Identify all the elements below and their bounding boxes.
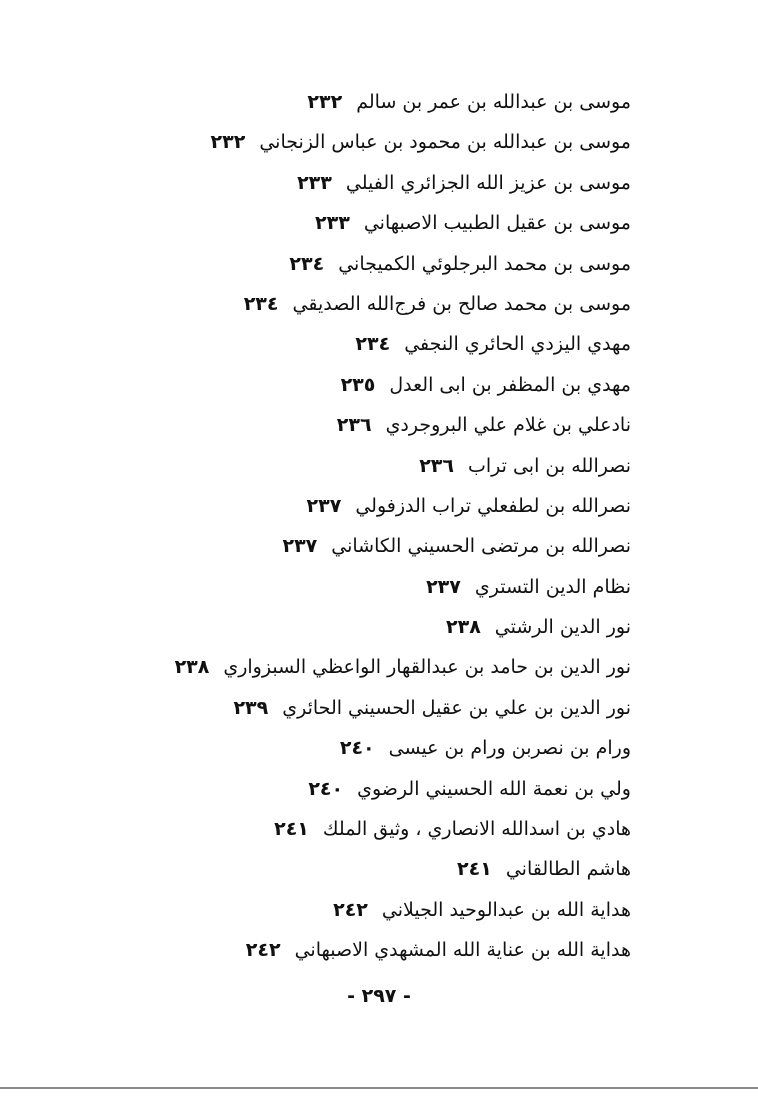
page-number: - ٢٩٧ - — [347, 985, 411, 1007]
index-entry — [111, 769, 631, 809]
entry-name: نور الدين بن علي بن عقيل الحسيني الحائري — [282, 696, 631, 719]
entry-page-number: ٢٣٨ — [446, 616, 481, 639]
index-entry — [111, 446, 631, 486]
entry-name: مهدي اليزدي الحائري النجفي — [404, 333, 631, 356]
bottom-rule — [0, 1087, 758, 1089]
index-entry — [111, 688, 631, 728]
entry-name: موسى بن عقيل الطبيب الاصبهاني — [363, 212, 631, 235]
entry-name: ورام بن نصربن ورام بن عيسى — [388, 737, 631, 760]
entry-page-number: ٢٣٥ — [340, 373, 376, 396]
entry-page-number: ٢٤٠ — [308, 777, 344, 800]
entry-name: مهدي بن المظفر بن ابى العدل — [389, 373, 631, 396]
entry-page-number: ٢٣٤ — [355, 333, 391, 356]
index-entry — [111, 890, 631, 930]
entry-name: نور الدين بن حامد بن عبدالقهار الواعظي السبزواري — [223, 656, 631, 679]
entry-name: هداية الله بن عناية الله المشهدي الاصبهاني — [294, 939, 631, 962]
entry-name: هاشم الطالقاني — [505, 858, 631, 881]
index-entry — [111, 365, 631, 405]
entry-page-number: ٢٣٦ — [336, 414, 372, 437]
entry-name: موسى بن محمد البرجلوئي الكميجاني — [338, 252, 631, 275]
entry-name: نور الدين الرشتي — [494, 616, 631, 639]
entry-name: هادي بن اسدالله الانصاري ، وثيق الملك — [322, 818, 631, 841]
entry-page-number: ٢٣٧ — [282, 535, 318, 558]
entry-name: موسى بن عبدالله بن عمر بن سالم — [356, 91, 631, 113]
index-entry — [111, 607, 631, 647]
entry-page-number: ٢٣٩ — [233, 696, 269, 719]
entry-page-number: ٢٣٢ — [210, 131, 246, 154]
entry-page-number: ٢٣٤ — [243, 292, 279, 315]
index-entry — [111, 82, 631, 122]
index-entry — [111, 203, 631, 243]
index-entry — [111, 324, 631, 364]
index-entry — [111, 930, 631, 970]
entry-page-number: ٢٣٧ — [426, 575, 461, 598]
entry-name: ولي بن نعمة الله الحسيني الرضوي — [357, 777, 631, 800]
entry-page-number: ٢٤٢ — [245, 939, 281, 962]
index-entry — [111, 284, 631, 324]
index-entry — [111, 122, 631, 162]
entry-name: نادعلي بن غلام علي البروجردي — [385, 414, 631, 437]
entry-name: موسى بن عزيز الله الجزائري الفيلي — [345, 171, 631, 194]
entry-page-number: ٢٣٢ — [307, 91, 343, 113]
index-entry — [111, 728, 631, 768]
entry-name: موسى بن عبدالله بن محمود بن عباس الزنجاني — [259, 131, 631, 154]
entry-name: موسى بن محمد صالح بن فرج‌الله الصديقي — [292, 292, 631, 315]
index-entry — [111, 849, 631, 889]
entry-name: نظام الدين التستري — [474, 575, 631, 598]
index-entry — [111, 486, 631, 526]
index-entry — [111, 526, 631, 566]
index-entry — [111, 647, 631, 687]
entry-page-number: ٢٤١ — [274, 818, 309, 841]
entry-page-number: ٢٤٢ — [333, 898, 368, 921]
entry-name: نصرالله بن لطفعلي تراب الدزفولي — [355, 494, 631, 517]
index-entry — [111, 405, 631, 445]
entry-page-number: ٢٣٨ — [174, 656, 210, 679]
index-entry — [111, 244, 631, 284]
entry-page-number: ٢٣٤ — [289, 252, 325, 275]
entry-name: هداية الله بن عبدالوحيد الجيلاني — [381, 898, 631, 921]
index-entry — [111, 163, 631, 203]
index-list — [111, 82, 631, 971]
entry-name: نصرالله بن ابى تراب — [467, 454, 631, 477]
entry-name: نصرالله بن مرتضى الحسيني الكاشاني — [331, 535, 631, 558]
index-entry — [111, 567, 631, 607]
entry-page-number: ٢٣٦ — [419, 454, 454, 477]
index-entry — [111, 809, 631, 849]
entry-page-number: ٢٣٣ — [315, 212, 350, 235]
entry-page-number: ٢٤٠ — [339, 737, 375, 760]
entry-page-number: ٢٣٣ — [297, 171, 332, 194]
entry-page-number: ٢٤١ — [457, 858, 492, 881]
entry-page-number: ٢٣٧ — [306, 494, 342, 517]
